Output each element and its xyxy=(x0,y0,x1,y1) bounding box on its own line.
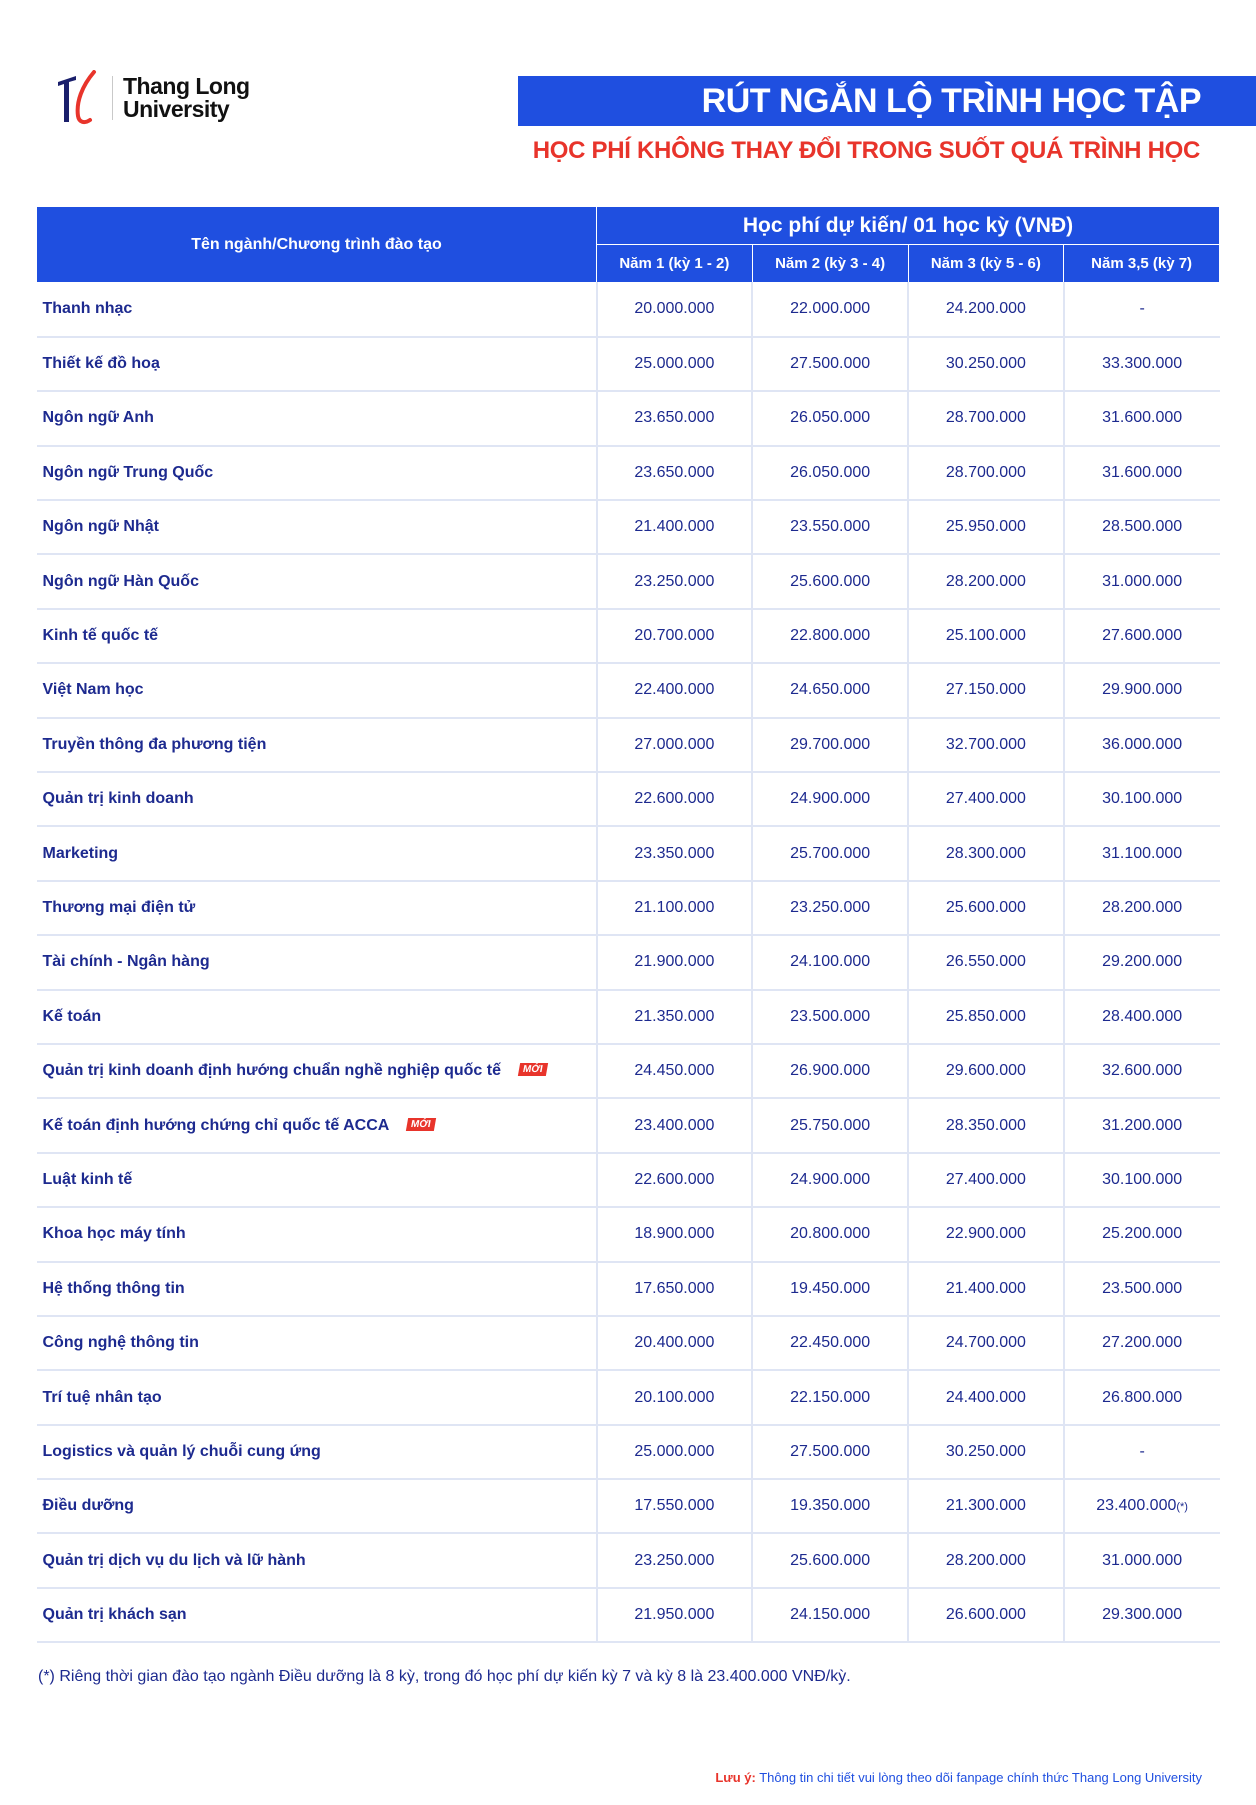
fee-cell xyxy=(908,1425,1064,1479)
table-row xyxy=(37,935,1220,989)
fee-value: 17.650.000 xyxy=(634,1279,715,1297)
fee-value: 30.100.000 xyxy=(1102,1170,1183,1188)
fee-cell xyxy=(752,1207,908,1261)
program-name-cell xyxy=(37,1316,597,1370)
program-name-cell xyxy=(37,1207,597,1261)
fee-cell xyxy=(1064,391,1220,445)
fee-value: 23.250.000 xyxy=(790,898,871,916)
fee-cell xyxy=(1064,1479,1220,1533)
fee-cell xyxy=(908,554,1064,608)
new-badge: MỚI xyxy=(406,1118,436,1131)
fee-cell xyxy=(1064,337,1220,391)
fee-value: 31.600.000 xyxy=(1102,409,1183,427)
fee-value: 21.400.000 xyxy=(945,1279,1026,1297)
fee-value: 23.400.000 xyxy=(634,1116,715,1134)
program-name-cell xyxy=(37,391,597,445)
fee-value: 30.250.000 xyxy=(945,1442,1026,1460)
fee-value: 20.100.000 xyxy=(634,1388,715,1406)
fee-value: 25.000.000 xyxy=(634,1442,715,1460)
fee-value: 27.000.000 xyxy=(634,735,715,753)
fee-value: 24.400.000 xyxy=(945,1388,1026,1406)
program-name: Quản trị kinh doanh định hướng chuẩn nghề nghiệp quốc tế xyxy=(42,1062,501,1080)
fee-cell xyxy=(752,1262,908,1316)
fee-cell xyxy=(1064,1370,1220,1424)
fee-cell xyxy=(908,446,1064,500)
fee-cell xyxy=(908,1316,1064,1370)
fee-value: 21.100.000 xyxy=(634,898,715,916)
year-3-5-header: Năm 3,5 (kỳ 7) xyxy=(1064,245,1220,283)
fee-cell xyxy=(1064,1425,1220,1479)
program-name-cell xyxy=(37,1262,597,1316)
year-3-header: Năm 3 (kỳ 5 - 6) xyxy=(908,245,1064,283)
logo-divider xyxy=(112,76,113,120)
fee-value: 28.350.000 xyxy=(945,1116,1026,1134)
fee-cell xyxy=(1064,1533,1220,1587)
fee-cell xyxy=(908,1098,1064,1152)
fee-value: 24.200.000 xyxy=(945,300,1026,318)
program-name: Thương mại điện tử xyxy=(42,898,196,916)
fee-cell xyxy=(1064,446,1220,500)
fee-cell xyxy=(597,1316,753,1370)
fee-value: 22.800.000 xyxy=(790,627,871,645)
fee-value: 20.700.000 xyxy=(634,627,715,645)
program-name-cell xyxy=(37,1479,597,1533)
fee-value: 31.100.000 xyxy=(1102,844,1183,862)
program-name-cell xyxy=(37,826,597,880)
program-name-cell xyxy=(37,1425,597,1479)
fee-value: 20.800.000 xyxy=(790,1225,871,1243)
tuition-group-header: Học phí dự kiến/ 01 học kỳ (VNĐ) xyxy=(597,207,1220,245)
fee-cell xyxy=(752,990,908,1044)
fee-value: 30.100.000 xyxy=(1102,790,1183,808)
fee-cell xyxy=(752,1044,908,1098)
fee-value: 31.000.000 xyxy=(1102,572,1183,590)
program-name: Công nghệ thông tin xyxy=(42,1334,199,1352)
fee-cell xyxy=(597,446,753,500)
fee-cell xyxy=(908,718,1064,772)
program-name-cell xyxy=(37,554,597,608)
fee-cell xyxy=(597,935,753,989)
fee-value: 28.700.000 xyxy=(945,463,1026,481)
fee-cell xyxy=(908,1588,1064,1642)
fee-cell xyxy=(597,1153,753,1207)
fee-value: 23.500.000 xyxy=(1102,1279,1183,1297)
table-row xyxy=(37,1479,1220,1533)
fee-value: 22.900.000 xyxy=(945,1225,1026,1243)
program-name: Kinh tế quốc tế xyxy=(42,627,159,645)
contact-note xyxy=(715,1770,1202,1785)
fee-cell xyxy=(597,391,753,445)
fee-value: 24.900.000 xyxy=(790,790,871,808)
table-row xyxy=(37,1370,1220,1424)
year-2-header: Năm 2 (kỳ 3 - 4) xyxy=(752,245,908,283)
tuition-table-body xyxy=(37,283,1220,1643)
program-name: Truyền thông đa phương tiện xyxy=(42,735,267,753)
program-name-cell xyxy=(37,1533,597,1587)
fee-cell xyxy=(752,500,908,554)
fee-value: 28.200.000 xyxy=(945,572,1026,590)
fee-value: 25.950.000 xyxy=(945,518,1026,536)
table-row xyxy=(37,337,1220,391)
fee-cell xyxy=(597,283,753,337)
fee-value: 29.600.000 xyxy=(945,1062,1026,1080)
fee-cell xyxy=(597,1479,753,1533)
program-name: Trí tuệ nhân tạo xyxy=(42,1388,162,1406)
fee-cell xyxy=(597,772,753,826)
fee-value: 28.200.000 xyxy=(945,1551,1026,1569)
fee-cell xyxy=(752,283,908,337)
fee-value: 22.000.000 xyxy=(790,300,871,318)
table-row xyxy=(37,881,1220,935)
fee-cell xyxy=(597,826,753,880)
table-row xyxy=(37,1153,1220,1207)
program-name: Logistics và quản lý chuỗi cung ứng xyxy=(42,1442,321,1460)
table-row xyxy=(37,826,1220,880)
fee-cell xyxy=(1064,554,1220,608)
fee-cell xyxy=(752,554,908,608)
fee-value: 22.400.000 xyxy=(634,681,715,699)
fee-value: 25.600.000 xyxy=(790,572,871,590)
program-name-cell xyxy=(37,1370,597,1424)
note-label: Lưu ý: xyxy=(715,1770,756,1785)
program-name: Kế toán định hướng chứng chỉ quốc tế ACCA xyxy=(42,1116,390,1134)
table-row xyxy=(37,1316,1220,1370)
program-name: Ngôn ngữ Anh xyxy=(42,409,154,427)
fee-value: 29.900.000 xyxy=(1102,681,1183,699)
fee-cell xyxy=(1064,609,1220,663)
fee-value: 22.600.000 xyxy=(634,1170,715,1188)
fee-cell xyxy=(597,1533,753,1587)
fee-value: 28.300.000 xyxy=(945,844,1026,862)
note-text: Thông tin chi tiết vui lòng theo dõi fanpage chính thức Thang Long University xyxy=(755,1770,1202,1785)
fee-cell xyxy=(752,446,908,500)
footnote-marker: (*) xyxy=(1176,1501,1188,1514)
program-name: Luật kinh tế xyxy=(42,1170,133,1188)
program-name-cell xyxy=(37,1098,597,1152)
fee-value: 17.550.000 xyxy=(634,1497,715,1515)
fee-value: 18.900.000 xyxy=(634,1225,715,1243)
fee-cell xyxy=(1064,663,1220,717)
fee-value: 24.100.000 xyxy=(790,953,871,971)
fee-value: 23.350.000 xyxy=(634,844,715,862)
fee-cell xyxy=(752,1316,908,1370)
table-row xyxy=(37,1533,1220,1587)
fee-cell xyxy=(752,1098,908,1152)
table-row xyxy=(37,772,1220,826)
fee-cell xyxy=(752,337,908,391)
fee-value: 22.600.000 xyxy=(634,790,715,808)
fee-cell xyxy=(597,1207,753,1261)
fee-value: 19.350.000 xyxy=(790,1497,871,1515)
fee-cell xyxy=(597,554,753,608)
fee-value: 29.200.000 xyxy=(1102,953,1183,971)
program-name-cell xyxy=(37,935,597,989)
program-name: Thiết kế đồ hoạ xyxy=(42,355,160,373)
year-1-header: Năm 1 (kỳ 1 - 2) xyxy=(597,245,753,283)
fee-value: 23.250.000 xyxy=(634,1551,715,1569)
fee-value: 31.200.000 xyxy=(1102,1116,1183,1134)
fee-value: 21.400.000 xyxy=(634,518,715,536)
program-name: Quản trị kinh doanh xyxy=(42,790,194,808)
program-name-cell xyxy=(37,663,597,717)
fee-cell xyxy=(597,718,753,772)
fee-cell xyxy=(908,609,1064,663)
fee-value: 27.150.000 xyxy=(945,681,1026,699)
fee-value: - xyxy=(1139,1442,1145,1460)
program-name: Việt Nam học xyxy=(42,681,144,699)
fee-cell xyxy=(597,881,753,935)
program-name: Tài chính - Ngân hàng xyxy=(42,953,210,971)
fee-cell xyxy=(1064,1588,1220,1642)
fee-cell xyxy=(1064,1153,1220,1207)
fee-value: 25.600.000 xyxy=(945,898,1026,916)
fee-value: 25.700.000 xyxy=(790,844,871,862)
fee-cell xyxy=(597,663,753,717)
fee-value: 27.600.000 xyxy=(1102,627,1183,645)
fee-value: 25.000.000 xyxy=(634,355,715,373)
fee-cell xyxy=(908,1533,1064,1587)
fee-value: 29.700.000 xyxy=(790,735,871,753)
fee-cell xyxy=(752,881,908,935)
fee-cell xyxy=(1064,772,1220,826)
fee-value: 33.300.000 xyxy=(1102,355,1183,373)
page-subtitle: HỌC PHÍ KHÔNG THAY ĐỔI TRONG SUỐT QUÁ TRÌNH HỌC xyxy=(532,137,1200,164)
fee-cell xyxy=(597,1425,753,1479)
fee-cell xyxy=(752,1425,908,1479)
fee-cell xyxy=(1064,881,1220,935)
fee-value: 26.050.000 xyxy=(790,463,871,481)
table-row xyxy=(37,1262,1220,1316)
fee-value: 23.650.000 xyxy=(634,463,715,481)
fee-value: 23.550.000 xyxy=(790,518,871,536)
fee-value: 28.400.000 xyxy=(1102,1007,1183,1025)
page-title: RÚT NGẮN LỘ TRÌNH HỌC TẬP xyxy=(701,82,1201,120)
fee-cell xyxy=(908,500,1064,554)
fee-value: 27.400.000 xyxy=(945,790,1026,808)
fee-cell xyxy=(597,1044,753,1098)
fee-cell xyxy=(752,826,908,880)
fee-value: 22.150.000 xyxy=(790,1388,871,1406)
fee-cell xyxy=(752,1370,908,1424)
fee-value: 23.500.000 xyxy=(790,1007,871,1025)
fee-value: 24.450.000 xyxy=(634,1062,715,1080)
fee-value: 23.400.000 xyxy=(1096,1497,1177,1515)
fee-value: 28.200.000 xyxy=(1102,898,1183,916)
logo-line-1: Thang Long xyxy=(123,73,250,99)
table-row xyxy=(37,446,1220,500)
program-name-cell xyxy=(37,609,597,663)
program-name-cell xyxy=(37,881,597,935)
fee-value: 23.650.000 xyxy=(634,409,715,427)
program-name: Quản trị khách sạn xyxy=(42,1606,187,1624)
fee-value: 27.200.000 xyxy=(1102,1334,1183,1352)
fee-value: 28.700.000 xyxy=(945,409,1026,427)
fee-value: 23.250.000 xyxy=(634,572,715,590)
fee-cell xyxy=(1064,1044,1220,1098)
program-name-cell xyxy=(37,1588,597,1642)
fee-value: 32.700.000 xyxy=(945,735,1026,753)
fee-cell xyxy=(908,1262,1064,1316)
fee-value: 24.700.000 xyxy=(945,1334,1026,1352)
table-row xyxy=(37,1425,1220,1479)
fee-cell xyxy=(752,1533,908,1587)
fee-cell xyxy=(908,1207,1064,1261)
fee-value: 29.300.000 xyxy=(1102,1606,1183,1624)
fee-cell xyxy=(908,990,1064,1044)
program-name: Hệ thống thông tin xyxy=(42,1279,185,1297)
fee-value: 20.000.000 xyxy=(634,300,715,318)
fee-value: 24.650.000 xyxy=(790,681,871,699)
fee-value: 25.200.000 xyxy=(1102,1225,1183,1243)
fee-cell xyxy=(908,935,1064,989)
program-name: Điều dưỡng xyxy=(42,1497,134,1515)
logo-text xyxy=(123,75,250,121)
program-name: Kế toán xyxy=(42,1007,102,1025)
fee-value: 21.950.000 xyxy=(634,1606,715,1624)
table-row xyxy=(37,1207,1220,1261)
fee-value: 22.450.000 xyxy=(790,1334,871,1352)
table-row xyxy=(37,609,1220,663)
fee-value: 25.100.000 xyxy=(945,627,1026,645)
table-row xyxy=(37,718,1220,772)
fee-cell xyxy=(908,881,1064,935)
table-row xyxy=(37,391,1220,445)
fee-value: 31.600.000 xyxy=(1102,463,1183,481)
fee-cell xyxy=(908,1370,1064,1424)
fee-cell xyxy=(1064,990,1220,1044)
fee-value: 24.150.000 xyxy=(790,1606,871,1624)
fee-cell xyxy=(908,1153,1064,1207)
fee-value: 36.000.000 xyxy=(1102,735,1183,753)
program-name-cell xyxy=(37,718,597,772)
fee-cell xyxy=(752,1153,908,1207)
logo-line-2: University xyxy=(123,96,230,122)
fee-value: 26.800.000 xyxy=(1102,1388,1183,1406)
table-row xyxy=(37,283,1220,337)
program-name: Ngôn ngữ Hàn Quốc xyxy=(42,572,199,590)
program-name-cell xyxy=(37,1044,597,1098)
fee-cell xyxy=(908,772,1064,826)
fee-cell xyxy=(597,337,753,391)
table-row xyxy=(37,500,1220,554)
fee-cell xyxy=(597,609,753,663)
fee-cell xyxy=(1064,1098,1220,1152)
fee-value: 26.050.000 xyxy=(790,409,871,427)
fee-value: 31.000.000 xyxy=(1102,1551,1183,1569)
fee-cell xyxy=(1064,283,1220,337)
fee-cell xyxy=(597,1588,753,1642)
program-name-cell xyxy=(37,446,597,500)
table-row xyxy=(37,1588,1220,1642)
program-name-cell xyxy=(37,283,597,337)
fee-cell xyxy=(1064,935,1220,989)
fee-value: 30.250.000 xyxy=(945,355,1026,373)
fee-value: 32.600.000 xyxy=(1102,1062,1183,1080)
fee-value: 21.900.000 xyxy=(634,953,715,971)
fee-cell xyxy=(908,826,1064,880)
program-name: Ngôn ngữ Nhật xyxy=(42,518,159,536)
fee-cell xyxy=(752,391,908,445)
fee-value: 24.900.000 xyxy=(790,1170,871,1188)
fee-value: 28.500.000 xyxy=(1102,518,1183,536)
fee-cell xyxy=(752,718,908,772)
fee-cell xyxy=(1064,1262,1220,1316)
program-name-cell xyxy=(37,1153,597,1207)
fee-cell xyxy=(908,391,1064,445)
fee-cell xyxy=(597,1262,753,1316)
fee-value: 26.900.000 xyxy=(790,1062,871,1080)
fee-cell xyxy=(908,1479,1064,1533)
fee-cell xyxy=(597,1370,753,1424)
program-name-cell xyxy=(37,337,597,391)
table-row xyxy=(37,1044,1220,1098)
fee-cell xyxy=(752,609,908,663)
fee-cell xyxy=(908,337,1064,391)
fee-value: 25.600.000 xyxy=(790,1551,871,1569)
fee-value: 19.450.000 xyxy=(790,1279,871,1297)
table-row xyxy=(37,554,1220,608)
footnote: (*) Riêng thời gian đào tạo ngành Điều dưỡng là 8 kỳ, trong đó học phí dự kiến kỳ 7 và kỳ 8 là 23.400.000 VNĐ/kỳ. xyxy=(38,1668,851,1685)
program-name: Ngôn ngữ Trung Quốc xyxy=(42,463,214,481)
new-badge: MỚI xyxy=(518,1063,548,1076)
fee-cell xyxy=(908,1044,1064,1098)
fee-value: 27.500.000 xyxy=(790,355,871,373)
fee-cell xyxy=(752,1588,908,1642)
title-banner xyxy=(518,76,1256,126)
fee-cell xyxy=(752,935,908,989)
table-row xyxy=(37,1098,1220,1152)
fee-cell xyxy=(597,990,753,1044)
table-row xyxy=(37,990,1220,1044)
program-name: Quản trị dịch vụ du lịch và lữ hành xyxy=(42,1551,306,1569)
fee-cell xyxy=(1064,1207,1220,1261)
fee-cell xyxy=(1064,1316,1220,1370)
fee-cell xyxy=(597,500,753,554)
fee-value: 20.400.000 xyxy=(634,1334,715,1352)
fee-cell xyxy=(908,663,1064,717)
tuition-table xyxy=(36,206,1220,1643)
fee-value: 27.500.000 xyxy=(790,1442,871,1460)
university-logo xyxy=(54,70,250,126)
program-name: Khoa học máy tính xyxy=(42,1225,186,1243)
program-name-cell xyxy=(37,772,597,826)
program-name-cell xyxy=(37,990,597,1044)
table-row xyxy=(37,663,1220,717)
program-name: Thanh nhạc xyxy=(42,300,133,318)
fee-value: - xyxy=(1139,300,1145,318)
fee-value: 25.850.000 xyxy=(945,1007,1026,1025)
program-column-header: Tên ngành/Chương trình đào tạo xyxy=(37,207,597,283)
program-name: Marketing xyxy=(42,844,119,862)
fee-cell xyxy=(1064,718,1220,772)
fee-value: 21.350.000 xyxy=(634,1007,715,1025)
fee-cell xyxy=(752,1479,908,1533)
program-name-cell xyxy=(37,500,597,554)
fee-value: 26.550.000 xyxy=(945,953,1026,971)
fee-cell xyxy=(752,663,908,717)
fee-value: 26.600.000 xyxy=(945,1606,1026,1624)
fee-cell xyxy=(597,1098,753,1152)
fee-cell xyxy=(1064,826,1220,880)
fee-value: 25.750.000 xyxy=(790,1116,871,1134)
fee-cell xyxy=(908,283,1064,337)
fee-cell xyxy=(752,772,908,826)
logo-mark-icon xyxy=(54,70,104,126)
fee-value: 27.400.000 xyxy=(945,1170,1026,1188)
fee-value: 21.300.000 xyxy=(945,1497,1026,1515)
fee-cell xyxy=(1064,500,1220,554)
